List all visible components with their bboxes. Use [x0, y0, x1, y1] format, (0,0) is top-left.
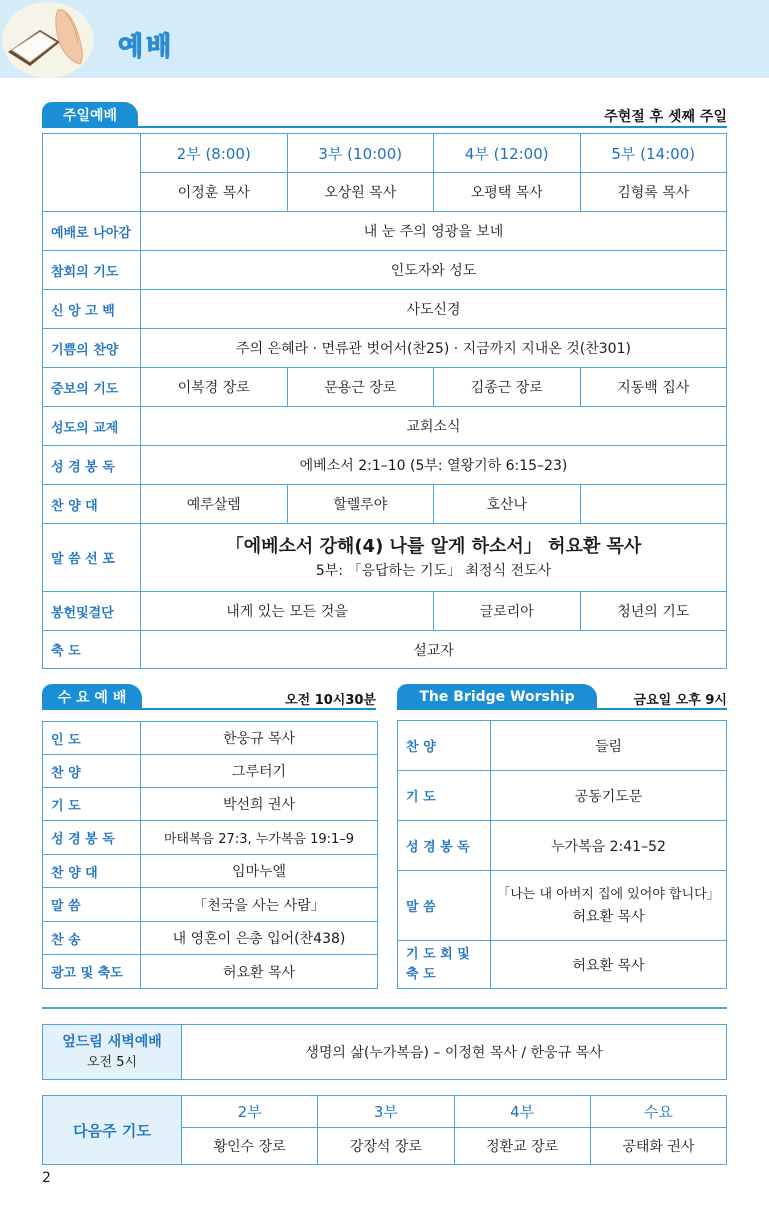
- section-divider: [42, 1007, 727, 1009]
- row-value: 허요환 목사: [491, 941, 727, 989]
- intercessor: 김종근 장로: [434, 368, 581, 407]
- row-label: 축 도: [43, 631, 141, 669]
- row-label: 찬 송: [43, 922, 141, 955]
- row-value: 들림: [491, 721, 727, 771]
- row-label-line: 축 도: [406, 966, 436, 982]
- row-value: 허요환 목사: [141, 955, 378, 989]
- service-header: 2부 (8:00): [141, 134, 288, 173]
- row-label: 봉헌및결단: [43, 592, 141, 631]
- sermon-title: 「에베소서 강해(4) 나를 알게 하소서」 허요환 목사: [225, 535, 642, 557]
- tab-sunday-worship: 주일예배: [42, 102, 138, 128]
- row-label: 기 도: [43, 788, 141, 821]
- sermon-cell: [141, 524, 727, 592]
- row-label: 찬 양 대: [43, 855, 141, 888]
- row-value: 설교자: [141, 631, 727, 669]
- choir-name: 할렐루야: [287, 485, 434, 524]
- dawn-worship-table: [42, 1024, 727, 1080]
- row-value: 누가복음 2:41–52: [491, 821, 727, 871]
- service-header: 3부: [318, 1096, 454, 1128]
- service-header: 5부 (14:00): [580, 134, 727, 173]
- row-value: 그루터기: [141, 755, 378, 788]
- offering-song: 청년의 기도: [580, 592, 727, 631]
- intercessor: 지동백 집사: [580, 368, 727, 407]
- page-title: 예배: [118, 32, 175, 62]
- row-label: 성도의 교제: [43, 407, 141, 446]
- row-value: 주의 은혜라 · 면류관 벗어서(찬25) · 지금까지 지내온 것(찬301): [141, 329, 727, 368]
- row-value: 임마누엘: [141, 855, 378, 888]
- row-label: 예배로 나아감: [43, 212, 141, 251]
- offering-song: 글로리아: [434, 592, 581, 631]
- intercessor: 문용근 장로: [287, 368, 434, 407]
- row-label: 성 경 봉 독: [43, 821, 141, 855]
- wednesday-subtitle: 오전 10시30분: [285, 693, 376, 708]
- service-leader: 김형록 목사: [580, 173, 727, 212]
- prayer-leader: 공태화 권사: [590, 1128, 726, 1165]
- service-leader: 오상원 목사: [287, 173, 434, 212]
- corner-cell: [43, 134, 141, 212]
- service-header: 수요: [590, 1096, 726, 1128]
- row-value: 공동기도문: [491, 771, 727, 821]
- row-label: [398, 941, 491, 989]
- row-label: 인 도: [43, 722, 141, 755]
- wednesday-worship-table: [42, 721, 378, 989]
- row-label: 참회의 기도: [43, 251, 141, 290]
- bridge-header-line: [397, 708, 727, 710]
- offering-song: 내게 있는 모든 것을: [141, 592, 434, 631]
- dawn-value: 생명의 삶(누가복음) – 이정현 목사 / 한웅규 목사: [182, 1025, 727, 1080]
- row-label: 중보의 기도: [43, 368, 141, 407]
- row-label: 광고 및 축도: [43, 955, 141, 989]
- sermon-subtitle: 5부: 「응답하는 기도」 최정식 전도사: [315, 562, 552, 579]
- row-value: 한웅규 목사: [141, 722, 378, 755]
- row-value: 「천국을 사는 사람」: [141, 888, 378, 922]
- prayer-leader: 강장석 장로: [318, 1128, 454, 1165]
- sunday-subtitle: 주현절 후 셋째 주일: [604, 109, 727, 125]
- row-label: 찬 양: [43, 755, 141, 788]
- sunday-worship-table: [42, 133, 727, 669]
- row-label-line: 기 도 회 및: [406, 946, 470, 962]
- bridge-sermon-title: 「나는 내 아버지 집에 있어야 합니다」: [497, 886, 720, 902]
- row-value: 교회소식: [141, 407, 727, 446]
- dawn-time: 오전 5시: [86, 1055, 138, 1070]
- service-leader: 이정훈 목사: [141, 173, 288, 212]
- dawn-label: 엎드림 새벽예배: [62, 1034, 162, 1050]
- row-label: 말 씀 선 포: [43, 524, 141, 592]
- row-label: 말 씀: [43, 888, 141, 922]
- row-value: 에베소서 2:1–10 (5부: 열왕기하 6:15–23): [141, 446, 727, 485]
- choir-name: [580, 485, 727, 524]
- prayer-leader: 황인수 장로: [182, 1128, 318, 1165]
- dawn-label-cell: [43, 1025, 182, 1080]
- section-banner: [0, 0, 769, 78]
- row-value: 인도자와 성도: [141, 251, 727, 290]
- next-week-label: 다음주 기도: [43, 1096, 182, 1165]
- row-label: 성 경 봉 독: [43, 446, 141, 485]
- row-label: 성 경 봉 독: [398, 821, 491, 871]
- page-number: 2: [42, 1170, 51, 1186]
- row-value: 내 영혼이 은총 입어(찬438): [141, 922, 378, 955]
- intercessor: 이복경 장로: [141, 368, 288, 407]
- tab-wednesday-worship: 수 요 예 배: [42, 684, 142, 710]
- sunday-header-line: [42, 126, 727, 128]
- row-value: 내 눈 주의 영광을 보네: [141, 212, 727, 251]
- choir-name: 호산나: [434, 485, 581, 524]
- service-leader: 오평택 목사: [434, 173, 581, 212]
- prayer-leader: 정환교 장로: [454, 1128, 590, 1165]
- row-label: 찬 양: [398, 721, 491, 771]
- bridge-worship-table: [397, 720, 727, 989]
- tab-bridge-worship: The Bridge Worship: [397, 684, 597, 710]
- row-value: 박선희 권사: [141, 788, 378, 821]
- service-header: 3부 (10:00): [287, 134, 434, 173]
- praying-hands-bible-icon: [0, 0, 100, 78]
- service-header: 4부: [454, 1096, 590, 1128]
- row-value: 사도신경: [141, 290, 727, 329]
- row-label: 말 씀: [398, 871, 491, 941]
- service-header: 2부: [182, 1096, 318, 1128]
- bridge-sermon-preacher: 허요환 목사: [572, 908, 645, 925]
- bridge-subtitle: 금요일 오후 9시: [633, 693, 727, 708]
- next-week-prayer-table: [42, 1095, 727, 1165]
- service-header: 4부 (12:00): [434, 134, 581, 173]
- row-label: 기 도: [398, 771, 491, 821]
- row-label: 기쁨의 찬양: [43, 329, 141, 368]
- wednesday-header-line: [42, 708, 376, 710]
- choir-name: 예루살렘: [141, 485, 288, 524]
- row-label: 신 앙 고 백: [43, 290, 141, 329]
- sermon-cell: [491, 871, 727, 941]
- row-label: 찬 양 대: [43, 485, 141, 524]
- row-value: 마태복음 27:3, 누가복음 19:1–9: [141, 821, 378, 855]
